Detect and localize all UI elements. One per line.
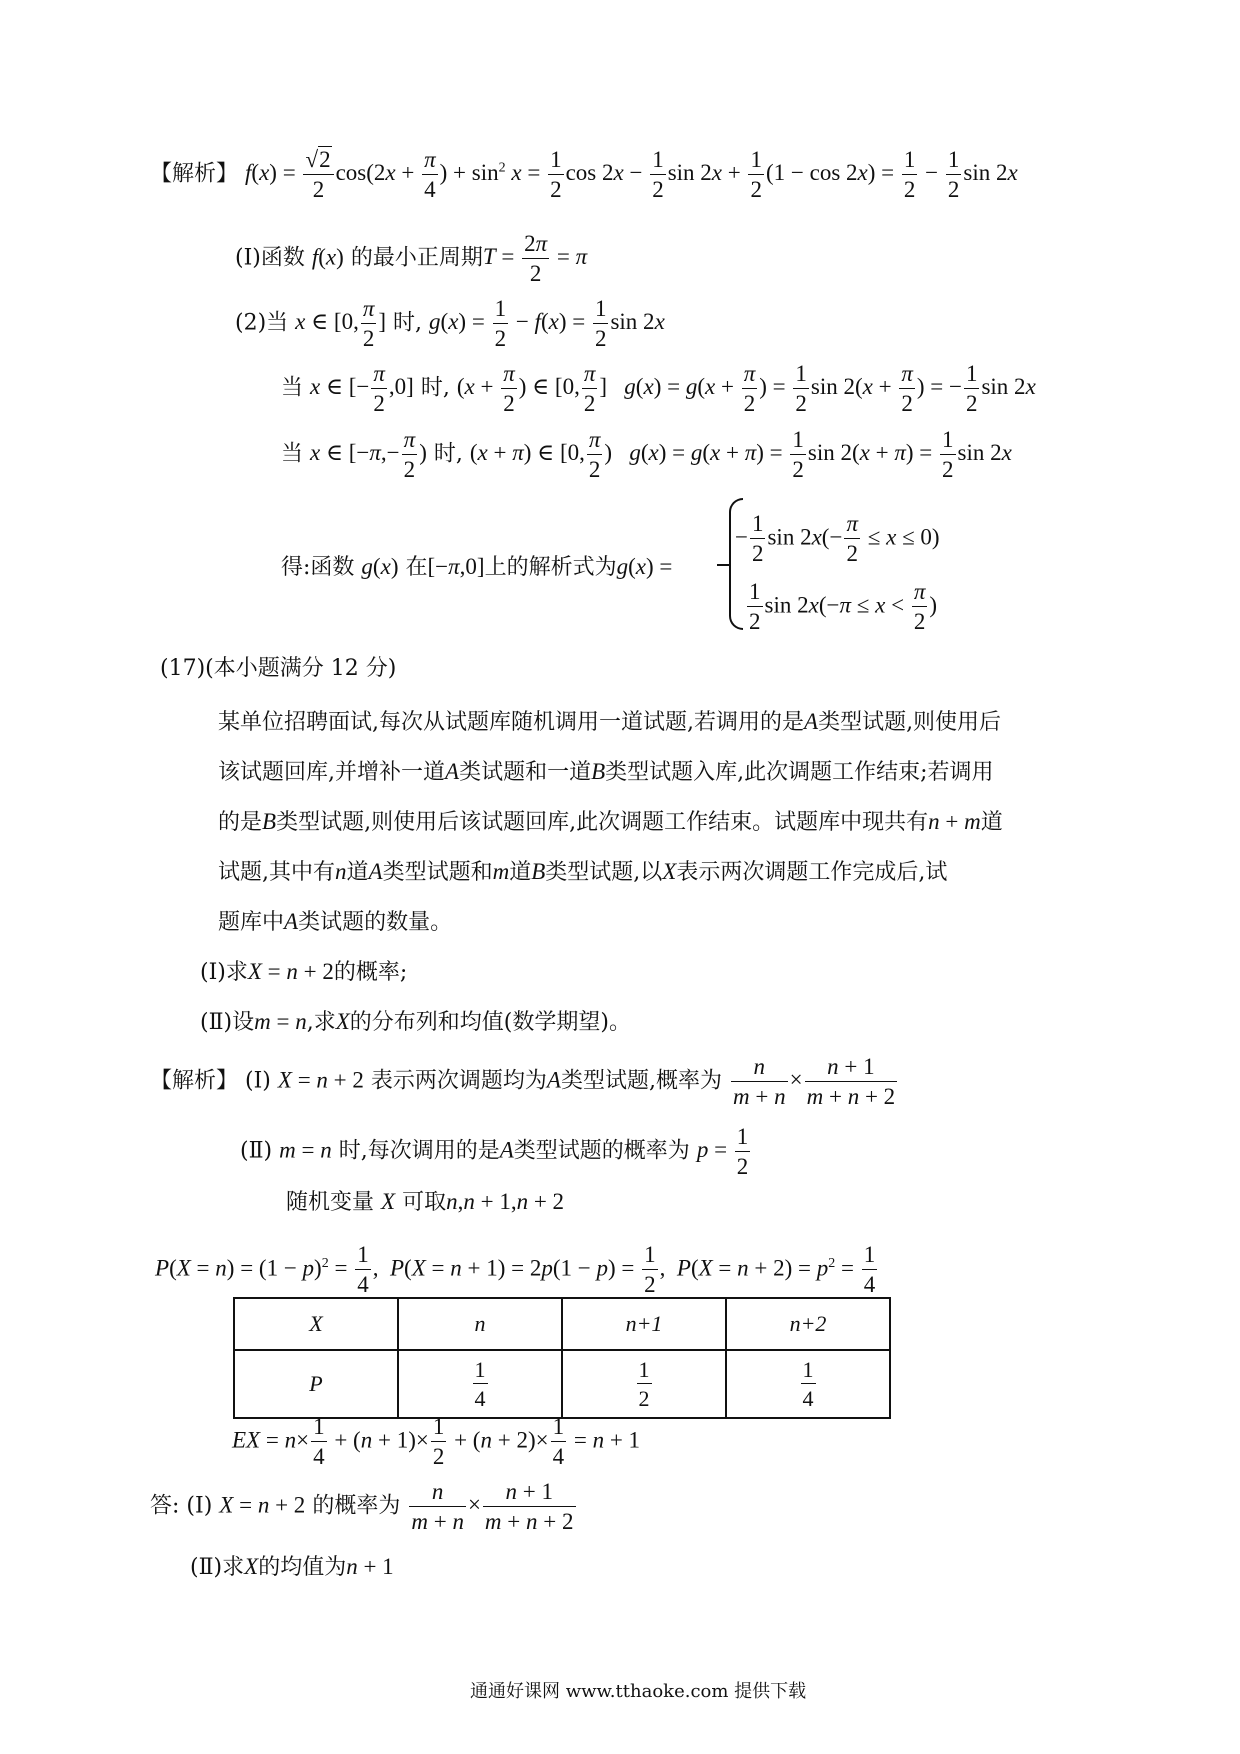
probability-formulas: $P(X = n) = (1 - p)^2$ = $\frac{1}{4}$ , P(X = n + 1) = 2p(1 − p) = $\frac{1}{2}$ , $P(X = n + 2) = p^2$ = $\frac{1}{4}$ (155, 1242, 876, 1298)
solution-17-part2: (Ⅱ) m = n 时,每次调用的是A类型试题的概率为 p = $\frac{1}{2}$ (240, 1124, 749, 1180)
part2-case3: 当 x ∈ [−π,− $\frac{\pi}{2}$ ) 时, (x + π) ∈ [0, $\frac{\pi}{2}$ ) g(x) = g(x + π) = $\frac{1}{2}$ sin 2(x + π) = $\frac{1}{2}$ sin 2x (281, 427, 1012, 483)
question-2: (Ⅱ)设m = n,求X的分布列和均值(数学期望)。 (200, 1009, 631, 1035)
table-row (234, 1350, 890, 1418)
table-cell: n (398, 1298, 562, 1350)
analysis-label: 【解析】 (150, 161, 239, 187)
problem-17-line5: 题库中A类试题的数量。 (218, 909, 453, 935)
expectation-formula: EX = n× $\frac{1}{4}$ + (n + 1)× $\frac{1}{2}$ + (n + 2)× $\frac{1}{4}$ = n + 1 (232, 1414, 641, 1470)
problem-17-line1: 某单位招聘面试,每次从试题库随机调用一道试题,若调用的是A类型试题,则使用后 (218, 709, 1002, 735)
table-cell: $\frac{1}{4}$ (398, 1350, 562, 1418)
solution-17-part1: 【解析】 (I) X = n + 2 表示两次调题均为A类型试题,概率为 $\frac{n}{m + n}$ × $\frac{n + 1}{m + n + 2}$ (150, 1054, 896, 1110)
table-cell: X (234, 1298, 398, 1350)
part2-case1: (2)当 x ∈ [0, $\frac{\pi}{2}$ ] 时, g(x) = $\frac{1}{2}$ − f(x) = $\frac{1}{2}$ sin 2x (235, 296, 665, 352)
answer-2: (Ⅱ)求X的均值为n + 1 (190, 1554, 394, 1580)
table-cell: $\frac{1}{4}$ (726, 1350, 890, 1418)
table-row (234, 1298, 890, 1350)
part1-period: (I)函数 f(x) 的最小正周期T = $\frac{2\pi}{2}$ = π (235, 231, 588, 287)
random-variable-values: 随机变量 X 可取n,n + 1,n + 2 (286, 1189, 565, 1215)
part2-conclusion: 得:函数 g(x) 在[−π,0]上的解析式为g(x) = (281, 554, 673, 580)
table-cell: P (234, 1350, 398, 1418)
answer-1: 答: (Ⅰ) X = n + 2 的概率为 $\frac{n}{m + n}$ × $\frac{n + 1}{m + n + 2}$ (150, 1479, 574, 1535)
problem-17-line2: 该试题回库,并增补一道A类试题和一道B类型试题入库,此次调题工作结束;若调用 (218, 759, 994, 785)
problem-17-line4: 试题,其中有n道A类型试题和m道B类型试题,以X表示两次调题工作完成后,试 (218, 859, 948, 885)
page-footer: 通通好课网 www.tthaoke.com 提供下载 (470, 1681, 807, 1702)
piecewise-line2: $\frac{1}{2}$ sin 2x(−π ≤ x < $\frac{\pi}{2}$ ) (749, 579, 938, 635)
table-cell: n+1 (562, 1298, 726, 1350)
problem-17-line3: 的是B类型试题,则使用后该试题回库,此次调题工作结束。试题库中现共有n + m道 (218, 809, 1003, 835)
analysis-formula-16: 【解析】 f(x) = $\frac{√2}{2}$ cos(2x + $\frac{\pi}{4}$ ) + $\sin^2 x$ = $\frac{1}{2}$ cos 2x − $\frac{1}{2}$ sin 2x + $\frac{1}{2}$ (1 − cos 2x) = $\frac{1}{2}$ − $\frac{1}{2}$ sin 2x (150, 147, 1018, 203)
problem-17-header: (17)(本小题满分 12 分) (160, 656, 397, 681)
part2-case2: 当 x ∈ [− $\frac{\pi}{2}$ ,0] 时, (x + $\frac{\pi}{2}$ ) ∈ [0, $\frac{\pi}{2}$ ] g(x) = g(x + $\frac{\pi}{2}$ ) = $\frac{1}{2}$ sin 2(x + $\frac{\pi}{2}$ ) = − $\frac{1}{2}$ sin 2x (281, 361, 1036, 417)
question-1: (Ⅰ)求X = n + 2的概率; (200, 959, 408, 985)
distribution-table (233, 1297, 891, 1419)
table-cell: n+2 (726, 1298, 890, 1350)
piecewise-line1: − $\frac{1}{2}$ sin 2x(− $\frac{\pi}{2}$ ≤ x ≤ 0) (735, 511, 940, 567)
table-cell: $\frac{1}{2}$ (562, 1350, 726, 1418)
